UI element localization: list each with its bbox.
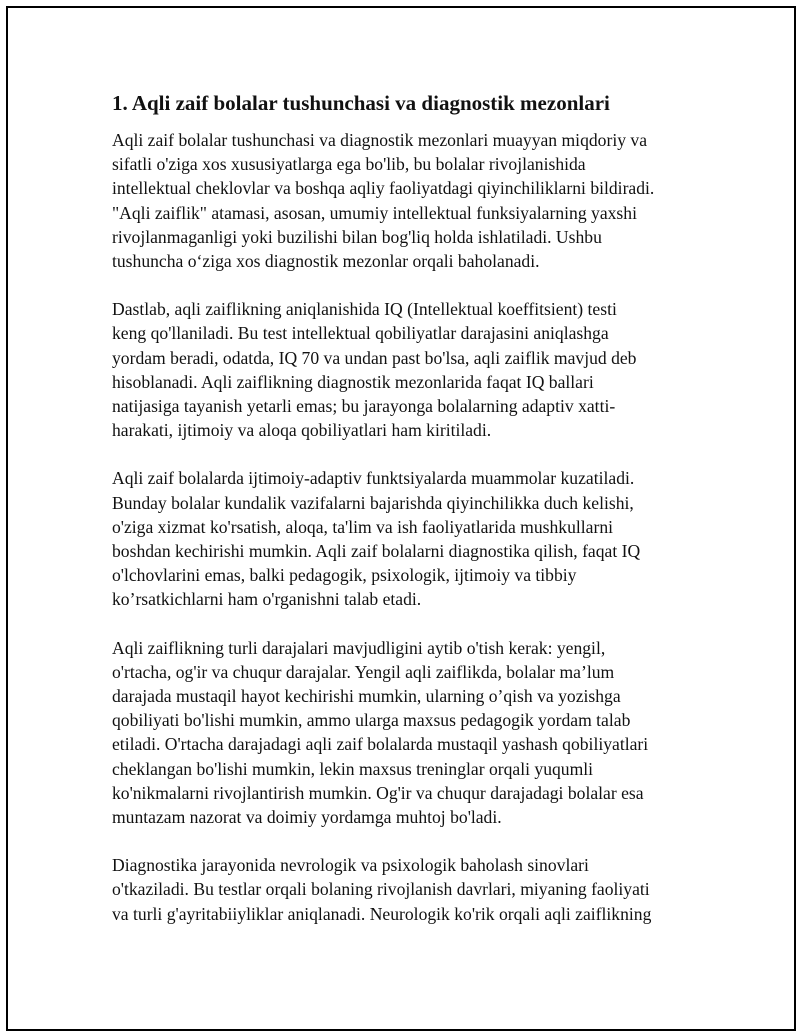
paragraph-line: keng qo'llaniladi. Bu test intellektual qobiliyatlar darajasini aniqlashga: [112, 323, 609, 344]
paragraph-line: harakati, ijtimoiy va aloqa qobiliyatlari ham kiritiladi.: [112, 420, 492, 441]
paragraph-line: cheklangan bo'lishi mumkin, lekin maxsus treninglar orqali yuqumli: [112, 758, 594, 779]
paragraph-line: hisoblanadi. Aqli zaiflikning diagnostik mezonlarida faqat IQ ballari: [112, 371, 594, 392]
paragraph-line: natijasiga tayanish yetarli emas; bu jarayonga bolalarning adaptiv xatti-: [112, 396, 616, 417]
paragraph-line: rivojlanmaganligi yoki buzilishi bilan bog'liq holda ishlatiladi. Ushbu: [112, 226, 602, 247]
section-heading: 1. Aqli zaif bolalar tushunchasi va diagnostik mezonlari: [112, 91, 610, 115]
paragraph-line: tushuncha o‘ziga xos diagnostik mezonlar orqali baholanadi.: [112, 251, 540, 272]
paragraph-line: Aqli zaif bolalarda ijtimoiy-adaptiv funktsiyalarda muammolar kuzatiladi.: [112, 468, 635, 489]
paragraph-line: o'ziga xizmat ko'rsatish, aloqa, ta'lim va ish faoliyatlarida mushkullarni: [112, 516, 614, 537]
paragraph-1: [112, 128, 692, 273]
paragraph-line: Bunday bolalar kundalik vazifalarni bajarishda qiyinchilikka duch kelishi,: [112, 492, 634, 513]
paragraph-line: qobiliyati bo'lishi mumkin, ammo ularga maxsus pedagogik yordam talab: [112, 710, 631, 731]
paragraph-line: ko'nikmalarni rivojlantirish mumkin. Og'ir va chuqur darajadagi bolalar esa: [112, 782, 644, 803]
paragraph-line: o'lchovlarini emas, balki pedagogik, psixologik, ijtimoiy va tibbiy: [112, 565, 577, 586]
paragraph-line: darajada mustaqil hayot kechirishi mumkin, ularning o’qish va yozishga: [112, 686, 621, 707]
paragraph-line: muntazam nazorat va doimiy yordamga muhtoj bo'ladi.: [112, 807, 502, 828]
paragraph-line: etiladi. O'rtacha darajadagi aqli zaif bolalarda mustaqil yashash qobiliyatlari: [112, 734, 649, 755]
paragraph-line: intellektual cheklovlar va boshqa aqliy faoliyatdagi qiyinchiliklarni bildiradi.: [112, 178, 655, 199]
paragraph-line: o'rtacha, og'ir va chuqur darajalar. Yengil aqli zaiflikda, bolalar ma’lum: [112, 661, 615, 682]
paragraph-3: [112, 466, 692, 611]
paragraph-line: o'tkaziladi. Bu testlar orqali bolaning rivojlanish davrlari, miyaning faoliyati: [112, 879, 650, 900]
paragraph-line: Diagnostika jarayonida nevrologik va psixologik baholash sinovlari: [112, 855, 589, 876]
paragraph-line: Aqli zaif bolalar tushunchasi va diagnostik mezonlari muayyan miqdoriy va: [112, 130, 648, 150]
paragraph-line: Dastlab, aqli zaiflikning aniqlanishida IQ (Intellektual koeffitsient) testi: [112, 299, 617, 320]
paragraph-line: ko’rsatkichlarni ham o'rganishni talab etadi.: [112, 589, 422, 610]
paragraph-4: [112, 636, 692, 830]
paragraph-5: [112, 853, 692, 926]
paragraph-line: "Aqli zaiflik" atamasi, asosan, umumiy intellektual funksiyalarning yaxshi: [112, 202, 637, 223]
paragraph-line: sifatli o'ziga xos xususiyatlarga ega bo'lib, bu bolalar rivojlanishida: [112, 154, 586, 175]
paragraph-line: va turli g'ayritabiiyliklar aniqlanadi. Neurologik ko'rik orqali aqli zaiflikning: [112, 903, 652, 924]
paragraph-line: Aqli zaiflikning turli darajalari mavjudligini aytib o'tish kerak: yengil,: [112, 637, 606, 658]
paragraph-line: boshdan kechirishi mumkin. Aqli zaif bolalarni diagnostika qilish, faqat IQ: [112, 541, 641, 562]
document-body: [112, 88, 692, 950]
paragraph-2: [112, 297, 692, 442]
paragraph-line: yordam beradi, odatda, IQ 70 va undan past bo'lsa, aqli zaiflik mavjud deb: [112, 347, 637, 368]
